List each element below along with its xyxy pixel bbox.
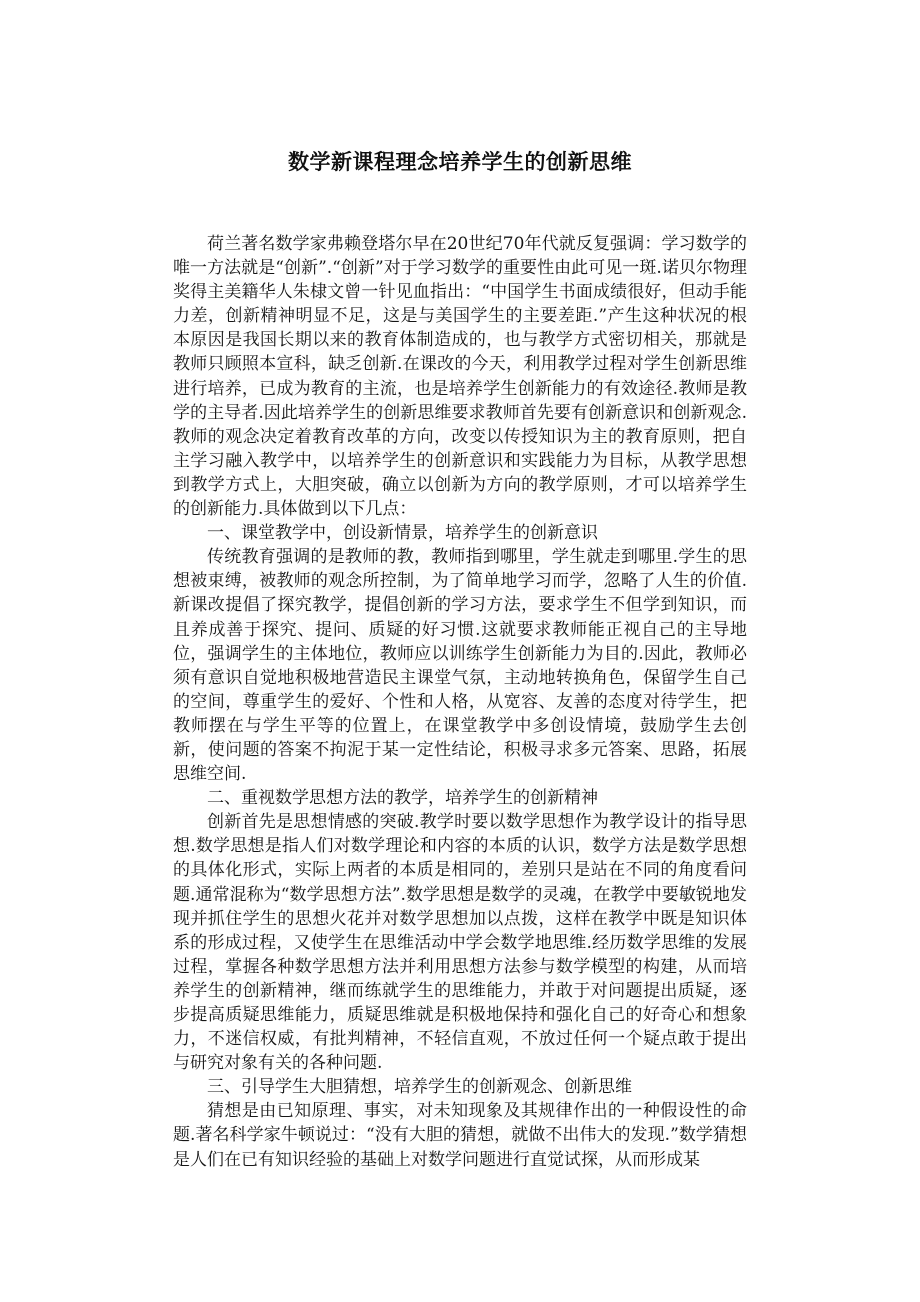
paragraph-intro: 荷兰著名数学家弗赖登塔尔早在20世纪70年代就反复强调：学习数学的唯一方法就是“创新”.“创新”对于学习数学的重要性由此可见一斑.诺贝尔物理奖得主美籍华人朱棣文曾一针见血指出：“中国学生书面成绩很好，但动手能力差，创新精神明显不足，这是与美国学生的主要差距.”产生这种状况的根本原因是我国长期以来的教育体制造成的，也与教学方式密切相关，那就是教师只顾照本宣科，缺乏创新.在课改的今天，利用教学过程对学生创新思维进行培养，已成为教育的主流，也是培养学生创新能力的有效途径.教师是教学的主导者.因此培养学生的创新思维要求教师首先要有创新意识和创新观念.教师的观念决定着教育改革的方向，改变以传授知识为主的教育原则，把自主学习融入教学中，以培养学生的创新意识和实践能力为目标，从教学思想到教学方式上，大胆突破，确立以创新为方向的教学原则，才可以培养学生的创新能力.具体做到以下几点： <box>173 234 747 520</box>
document-title: 数学新课程理念培养学生的创新思维 <box>288 149 632 174</box>
paragraph-section-3: 猜想是由已知原理、事实，对未知现象及其规律作出的一种假设性的命题.著名科学家牛顿说过：“没有大胆的猜想，就做不出伟大的发现.”数学猜想是人们在已有知识经验的基础上对数学问题进行直觉试探，从而形成某 <box>173 1101 747 1170</box>
section-heading-3: 三、引导学生大胆猜想，培养学生的创新观念、创新思维 <box>207 1077 632 1098</box>
document-body <box>173 232 747 1172</box>
paragraph-section-1: 传统教育强调的是教师的教，教师指到哪里，学生就走到哪里.学生的思想被束缚，被教师的观念所控制，为了简单地学习而学，忽略了人生的价值.新课改提倡了探究教学，提倡创新的学习方法，要求学生不但学到知识，而且养成善于探究、提问、质疑的好习惯.这就要求教师能正视自己的主导地位，强调学生的主体地位，教师应以训练学生创新能力为目的.因此，教师必须有意识自觉地积极地营造民主课堂气氛，主动地转换角色，保留学生自己的空间，尊重学生的爱好、个性和人格，从宽容、友善的态度对待学生，把教师摆在与学生平等的位置上，在课堂教学中多创设情境，鼓励学生去创新，使问题的答案不拘泥于某一定性结论，积极寻求多元答案、思路，拓展思维空间. <box>173 547 747 785</box>
paragraph-section-2: 创新首先是思想情感的突破.教学时要以数学思想作为教学设计的指导思想.数学思想是指人们对数学理论和内容的本质的认识，数学方法是数学思想的具体化形式，实际上两者的本质是相同的，差别只是站在不同的角度看问题.通常混称为“数学思想方法”.数学思想是数学的灵魂，在教学中要敏锐地发现并抓住学生的思想火花并对数学思想加以点拨，这样在教学中既是知识体系的形成过程，又使学生在思维活动中学会数学地思维.经历数学思维的发展过程，掌握各种数学思想方法并利用思想方法参与数学模型的构建，从而培养学生的创新精神，继而练就学生的思维能力，并敢于对问题提出质疑，逐步提高质疑思维能力，质疑思维就是积极地保持和强化自己的好奇心和想象力，不迷信权威，有批判精神，不轻信直观，不放过任何一个疑点敢于提出与研究对象有关的各种问题. <box>173 812 747 1074</box>
section-heading-1: 一、课堂教学中，创设新情景，培养学生的创新意识 <box>207 523 598 544</box>
section-heading-2: 二、重视数学思想方法的教学，培养学生的创新精神 <box>207 788 598 809</box>
